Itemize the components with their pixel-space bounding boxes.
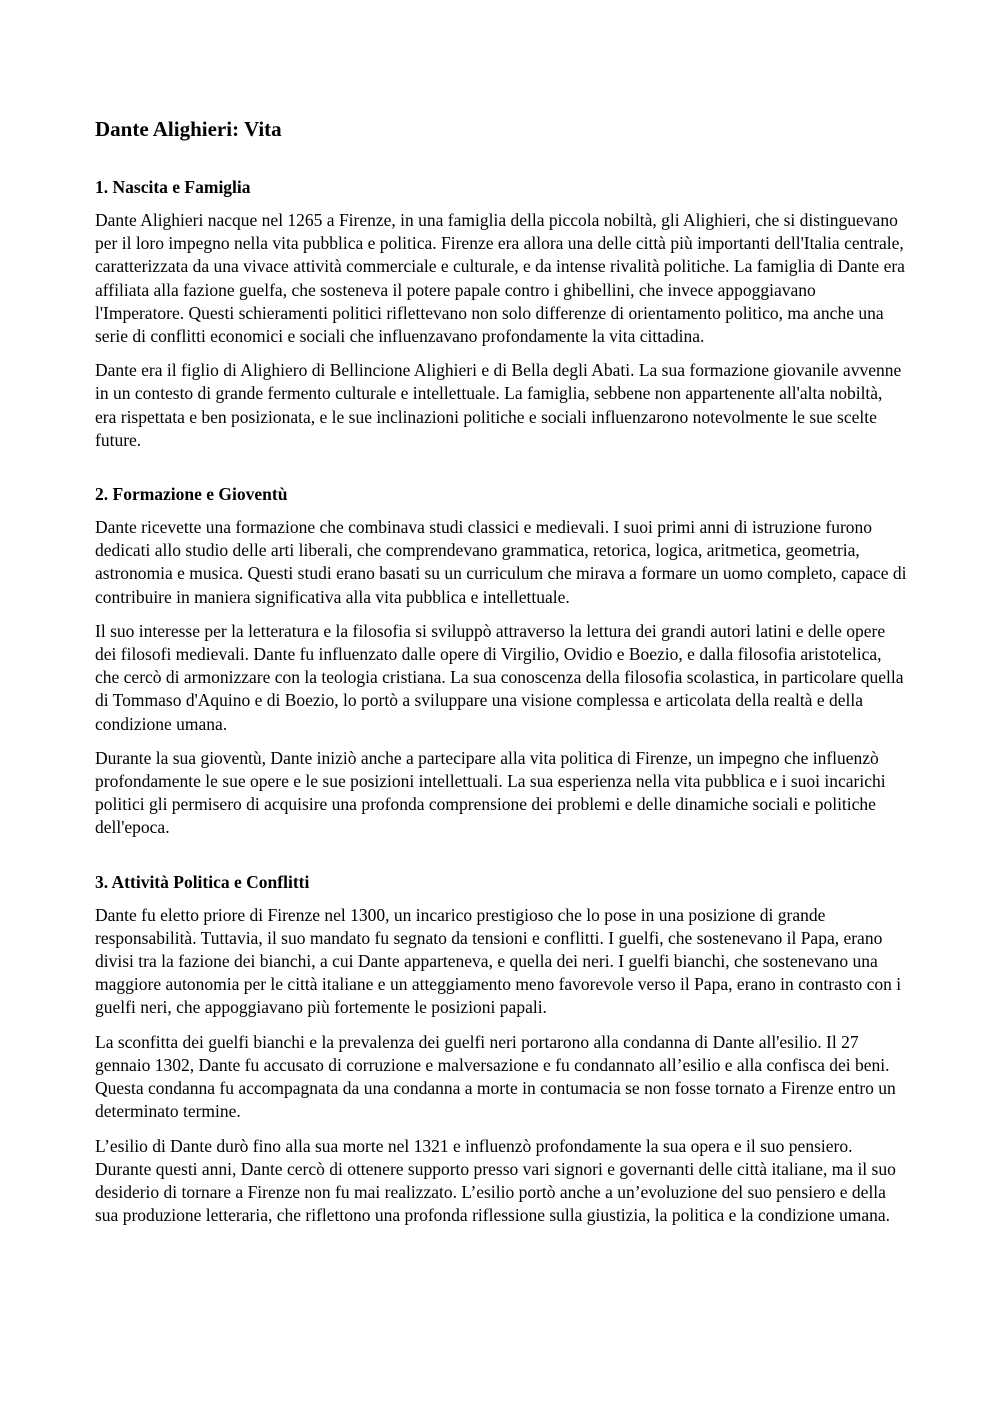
section-formazione-gioventu (95, 483, 907, 840)
section-nascita-famiglia (95, 176, 907, 452)
paragraph: Durante la sua gioventù, Dante iniziò anche a partecipare alla vita politica di Firenze, un impegno che influenzò profondamente le sue opere e le sue posizioni intellettuali. La sua esperienza nella vita pubblica e i suoi incarichi politici gli permisero di acquisire una profonda comprensione dei problemi e delle dinamiche sociali e politiche dell'epoca. (95, 747, 886, 838)
section-heading: 2. Formazione e Gioventù (95, 484, 288, 505)
document-title: Dante Alighieri: Vita (95, 117, 282, 141)
section-attivita-politica (95, 871, 907, 1228)
paragraph: Dante ricevette una formazione che combinava studi classici e medievali. I suoi primi anni di istruzione furono dedicati allo studio delle arti liberali, che comprendevano grammatica, retorica, logica, aritmetica, geometria, astronomia e musica. Questi studi erano basati su un curriculum che mirava a formare un uomo completo, capace di contribuire in maniera significativa alla vita pubblica e intellettuale. (95, 517, 907, 607)
paragraph: Il suo interesse per la letteratura e la filosofia si sviluppò attraverso la lettura dei grandi autori latini e delle opere dei filosofi medievali. Dante fu influenzato dalle opere di Virgilio, Ovidio e Boezio, e dalla filosofia aristotelica, che cercò di armonizzare con la teologia cristiana. La sua conoscenza della filosofia scolastica, in particolare quella di Tommaso d'Aquino e di Boezio, lo portò a sviluppare una visione complessa e articolata della realtà e della condizione umana. (95, 620, 904, 734)
paragraph: La sconfitta dei guelfi bianchi e la prevalenza dei guelfi neri portarono alla condanna di Dante all'esilio. Il 27 gennaio 1302, Dante fu accusato di corruzione e malversazione e fu condannato all’esilio e alla confisca dei beni. Questa condanna fu accompagnata da una condanna a morte in contumacia se non fosse tornato a Firenze entro un determinato termine. (95, 1031, 896, 1122)
paragraph: Dante era il figlio di Alighiero di Bellincione Alighieri e di Bella degli Abati. La sua formazione giovanile avvenne in un contesto di grande fermento culturale e intellettuale. La famiglia, sebbene non appartenente all'alta nobiltà, era rispettata e ben posizionata, e le sue inclinazioni politiche e sociali influenzarono notevolmente le sue scelte future. (95, 360, 902, 450)
paragraph: L’esilio di Dante durò fino alla sua morte nel 1321 e influenzò profondamente la sua opera e il suo pensiero. Durante questi anni, Dante cercò di ottenere supporto presso vari signori e governanti delle città italiane, ma il suo desiderio di tornare a Firenze non fu mai realizzato. L’esilio portò anche a un’evoluzione del suo pensiero e della sua produzione letteraria, che riflettono una profonda riflessione sulla giustizia, la politica e la condizione umana. (95, 1135, 896, 1226)
paragraph: Dante Alighieri nacque nel 1265 a Firenze, in una famiglia della piccola nobiltà, gli Alighieri, che si distinguevano per il loro impegno nella vita pubblica e politica. Firenze era allora una delle città più importanti dell'Italia centrale, caratterizzata da una vivace attività commerciale e culturale, e da intense rivalità politiche. La famiglia di Dante era affiliata alla fazione guelfa, che sosteneva il potere papale contro i ghibellini, che invece appoggiavano l'Imperatore. Questi schieramenti politici riflettevano non solo differenze di orientamento politico, ma anche una serie di conflitti economici e sociali che influenzavano profondamente la vita cittadina. (95, 210, 905, 347)
section-heading: 3. Attività Politica e Conflitti (95, 871, 310, 892)
document-page (95, 116, 907, 1258)
section-heading: 1. Nascita e Famiglia (95, 177, 251, 197)
paragraph: Dante fu eletto priore di Firenze nel 1300, un incarico prestigioso che lo pose in una posizione di grande responsabilità. Tuttavia, il suo mandato fu segnato da tensioni e conflitti. I guelfi, che sostenevano il Papa, erano divisi tra la fazione dei bianchi, a cui Dante apparteneva, e quella dei neri. I guelfi bianchi, che sostenevano una maggiore autonomia per le città italiane e un atteggiamento meno favorevole verso il Papa, erano in contrasto con i guelfi neri, che appoggiavano più fortemente le posizioni papali. (95, 904, 902, 1018)
